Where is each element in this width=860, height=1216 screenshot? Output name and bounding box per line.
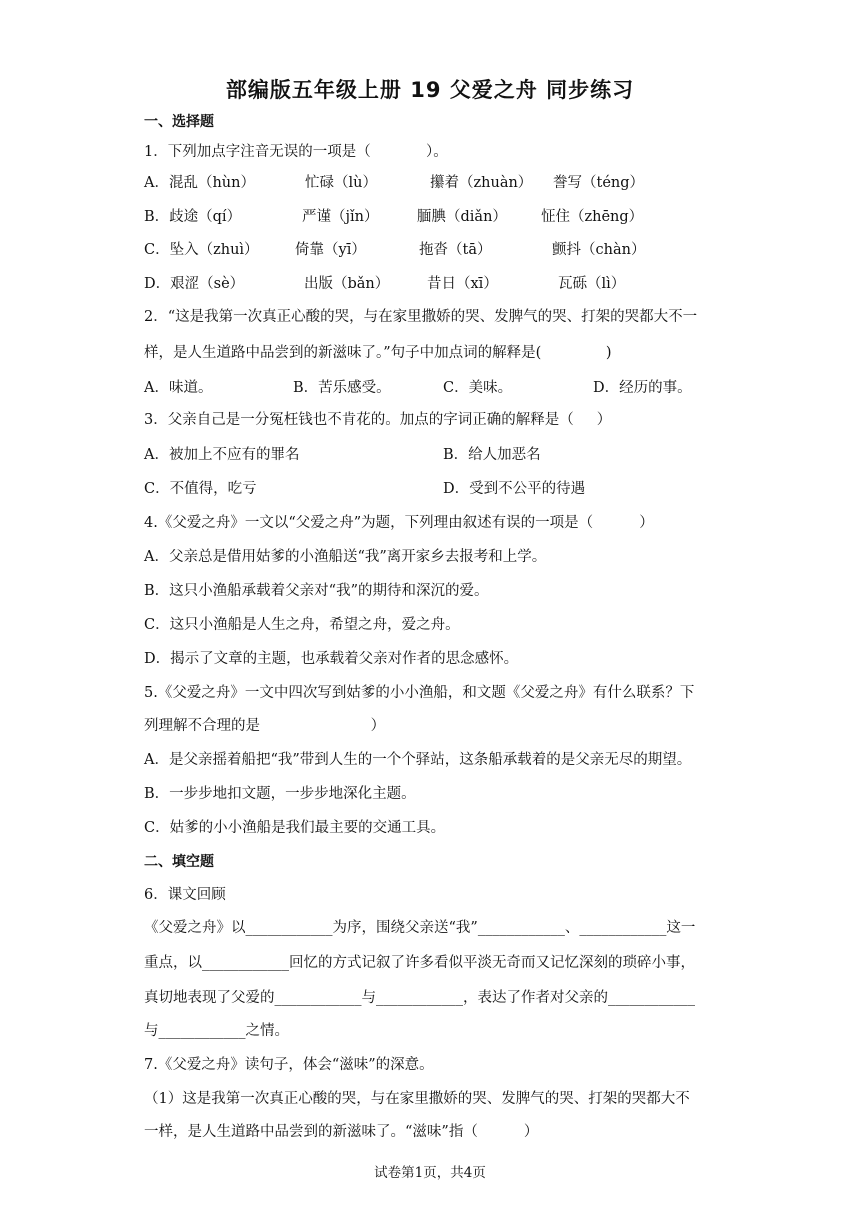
q1-option: 出版（bǎn） — [304, 276, 390, 292]
question-7-line: （1）这是我第一次真正心酸的哭，与在家里撒娇的哭、发脾气的哭、打架的哭都大不 — [144, 1091, 690, 1107]
q1-option: 攥着（zhuàn） — [430, 175, 533, 191]
section-heading-choice: 一、选择题 — [144, 114, 214, 130]
section-heading-fill: 二、填空题 — [144, 854, 214, 870]
question-3-stem: 3．父亲自己是一分冤枉钱也不肯花的。加点的字词正确的解释是（ ） — [144, 412, 612, 428]
q2-option: C．美味。 — [443, 380, 513, 396]
q1-option: 誊写（téng） — [553, 175, 645, 191]
q1-option: 忙碌（lù） — [305, 175, 377, 191]
question-6-line: 重点，以____________回忆的方式记叙了许多看似平淡无奇而又记忆深刻的琐碎小事， — [144, 955, 695, 971]
question-4-stem: 4.《父爱之舟》一文以“父爱之舟”为题，下列理由叙述有误的一项是（ ） — [144, 515, 654, 531]
q2-option: B．苦乐感受。 — [293, 380, 391, 396]
page-title: 部编版五年级上册 19 父爱之舟 同步练习 — [225, 78, 635, 102]
question-2-line: 2．“这是我第一次真正心酸的哭，与在家里撒娇的哭、发脾气的哭、打架的哭都大不一 — [144, 309, 698, 325]
q4-option: C．这只小渔船是人生之舟，希望之舟，爱之舟。 — [144, 617, 460, 633]
q1-option: 倚靠（yī） — [295, 242, 366, 258]
q1-option: 怔住（zhēng） — [541, 209, 644, 225]
q1-option: 拖沓（tā） — [419, 242, 492, 258]
q2-option: D．经历的事。 — [593, 380, 692, 396]
q2-option: A．味道。 — [144, 380, 213, 396]
q1-option: B．歧途（qí） — [144, 209, 242, 225]
question-6-line: 《父爱之舟》以____________为序，围绕父亲送“我”____________、____________这一 — [144, 920, 696, 936]
q1-option: 腼腆（diǎn） — [417, 209, 507, 225]
q3-option: A．被加上不应有的罪名 — [144, 447, 300, 463]
q1-option: 严谨（jǐn） — [302, 209, 379, 225]
question-6-line: 与____________之情。 — [144, 1023, 289, 1039]
q3-option: D．受到不公平的待遇 — [443, 481, 586, 497]
q1-option: 昔日（xī） — [427, 276, 498, 292]
question-7-stem: 7.《父爱之舟》读句子，体会“滋味”的深意。 — [144, 1057, 434, 1073]
question-5-line: 5.《父爱之舟》一文中四次写到姑爹的小小渔船，和文题《父爱之舟》有什么联系？下 — [144, 685, 695, 701]
q3-option: C．不值得，吃亏 — [144, 481, 257, 497]
page-footer: 试卷第1页，共4页 — [374, 1165, 486, 1181]
q3-option: B．给人加恶名 — [443, 447, 541, 463]
q1-option: 颤抖（chàn） — [552, 242, 646, 258]
question-2-line: 样，是人生道路中品尝到的新滋味了。”句子中加点词的解释是( ) — [144, 345, 612, 361]
q4-option: A．父亲总是借用姑爹的小渔船送“我”离开家乡去报考和上学。 — [144, 549, 547, 565]
question-7-line: 一样，是人生道路中品尝到的新滋味了。“滋味”指（ ） — [144, 1124, 539, 1140]
q1-option: D．艰涩（sè） — [144, 276, 245, 292]
question-1-stem: 1．下列加点字注音无误的一项是（ ）。 — [144, 144, 448, 160]
q4-option: B．这只小渔船承载着父亲对“我”的期待和深沉的爱。 — [144, 583, 489, 599]
q5-option: A．是父亲摇着船把“我”带到人生的一个个驿站，这条船承载着的是父亲无尽的期望。 — [144, 752, 692, 768]
q1-option: C．坠入（zhuì） — [144, 242, 259, 258]
q1-option: A．混乱（hùn） — [144, 175, 255, 191]
question-6-label: 6．课文回顾 — [144, 887, 226, 903]
q5-option: C．姑爹的小小渔船是我们最主要的交通工具。 — [144, 820, 446, 836]
q4-option: D．揭示了文章的主题，也承载着父亲对作者的思念感怀。 — [144, 651, 519, 667]
q1-option: 瓦砾（lì） — [558, 276, 626, 292]
question-6-line: 真切地表现了父爱的____________与____________，表达了作者对父亲的____________ — [144, 990, 695, 1006]
q5-option: B．一步步地扣文题，一步步地深化主题。 — [144, 786, 416, 802]
question-5-line: 列理解不合理的是 ） — [144, 718, 386, 734]
